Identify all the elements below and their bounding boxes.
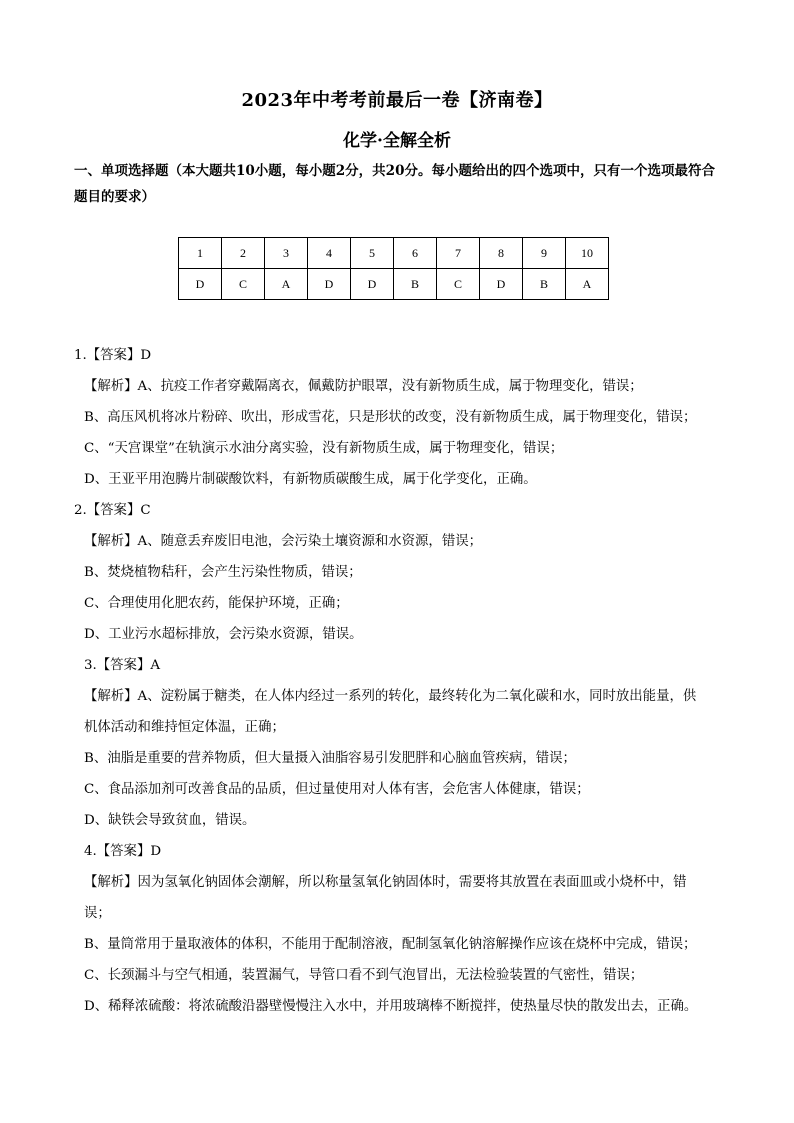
answer-line: 3.【答案】A <box>84 658 161 673</box>
question-number-cell: 9 <box>523 238 566 269</box>
question-block <box>74 650 724 836</box>
answer-cell: A <box>566 269 609 300</box>
analysis-line: B、焚烧植物秸秆，会产生污染性物质，错误； <box>84 565 362 580</box>
analysis-line: D、王亚平用泡腾片制碳酸饮料，有新物质碳酸生成，属于化学变化，正确。 <box>84 472 537 487</box>
question-number-cell: 1 <box>179 238 222 269</box>
answer-table-number-row <box>179 238 609 269</box>
analysis-line: D、缺铁会导致贫血，错误。 <box>84 813 256 828</box>
question-block <box>74 836 724 1022</box>
question-number-cell: 7 <box>437 238 480 269</box>
answer-cell: B <box>394 269 437 300</box>
analysis-line: 【解析】因为氢氧化钠固体会潮解，所以称量氢氧化钠固体时，需要将其放置在表面皿或小烧杯中，错 <box>84 875 687 890</box>
answer-line: 4.【答案】D <box>84 844 162 859</box>
answer-line: 2.【答案】C <box>74 503 151 518</box>
question-number-cell: 4 <box>308 238 351 269</box>
question-block <box>74 340 724 495</box>
page-subtitle: 化学·全解全析 <box>343 131 451 151</box>
answer-line: 1.【答案】D <box>74 348 152 363</box>
section-heading: 一、单项选择题（本大题共10小题，每小题2分，共20分。每小题给出的四个选项中，只有一个选项最符合题目的要求） <box>74 163 715 205</box>
question-block <box>74 495 724 650</box>
question-number-cell: 2 <box>222 238 265 269</box>
analysis-line: B、油脂是重要的营养物质，但大量摄入油脂容易引发肥胖和心脑血管疾病，错误； <box>84 751 576 766</box>
answer-cell: D <box>308 269 351 300</box>
answer-cell: D <box>351 269 394 300</box>
analysis-line: 误； <box>84 906 111 921</box>
analysis-line: C、食品添加剂可改善食品的品质，但过量使用对人体有害，会危害人体健康，错误； <box>84 782 590 797</box>
question-number-cell: 6 <box>394 238 437 269</box>
answer-cell: D <box>480 269 523 300</box>
analysis-line: C、合理使用化肥农药，能保护环境，正确； <box>84 596 349 611</box>
answer-cell: C <box>437 269 480 300</box>
analysis-line: 【解析】A、淀粉属于糖类，在人体内经过一系列的转化，最终转化为二氧化碳和水，同时放出能量，供 <box>84 689 697 704</box>
analysis-line: B、高压风机将冰片粉碎、吹出，形成雪花，只是形状的改变，没有新物质生成，属于物理变化，错误； <box>84 410 697 425</box>
question-number-cell: 8 <box>480 238 523 269</box>
answer-table <box>178 237 609 300</box>
question-number-cell: 3 <box>265 238 308 269</box>
analysis-line: D、稀释浓硫酸：将浓硫酸沿器壁慢慢注入水中，并用玻璃棒不断搅拌，使热量尽快的散发出去，正确。 <box>84 999 698 1014</box>
answer-cell: A <box>265 269 308 300</box>
answer-cell: B <box>523 269 566 300</box>
explanations <box>74 340 724 1022</box>
analysis-line: 【解析】A、随意丢弃废旧电池，会污染土壤资源和水资源，错误； <box>84 534 482 549</box>
analysis-line: 【解析】A、抗疫工作者穿戴隔离衣，佩戴防护眼罩，没有新物质生成，属于物理变化，错误； <box>84 379 643 394</box>
answer-cell: C <box>222 269 265 300</box>
analysis-line: 机体活动和维持恒定体温，正确； <box>84 720 285 735</box>
analysis-line: C、“天宫课堂”在轨演示水油分离实验，没有新物质生成，属于物理变化，错误； <box>84 441 564 456</box>
analysis-line: D、工业污水超标排放，会污染水资源，错误。 <box>84 627 363 642</box>
question-number-cell: 5 <box>351 238 394 269</box>
answer-table-answer-row <box>179 269 609 300</box>
analysis-line: B、量筒常用于量取液体的体积，不能用于配制溶液，配制氢氧化钠溶解操作应该在烧杯中完成，错误； <box>84 937 697 952</box>
question-number-cell: 10 <box>566 238 609 269</box>
page-title: 2023年中考考前最后一卷【济南卷】 <box>241 90 553 111</box>
analysis-line: C、长颈漏斗与空气相通，装置漏气，导管口看不到气泡冒出，无法检验装置的气密性，错误； <box>84 968 644 983</box>
answer-cell: D <box>179 269 222 300</box>
